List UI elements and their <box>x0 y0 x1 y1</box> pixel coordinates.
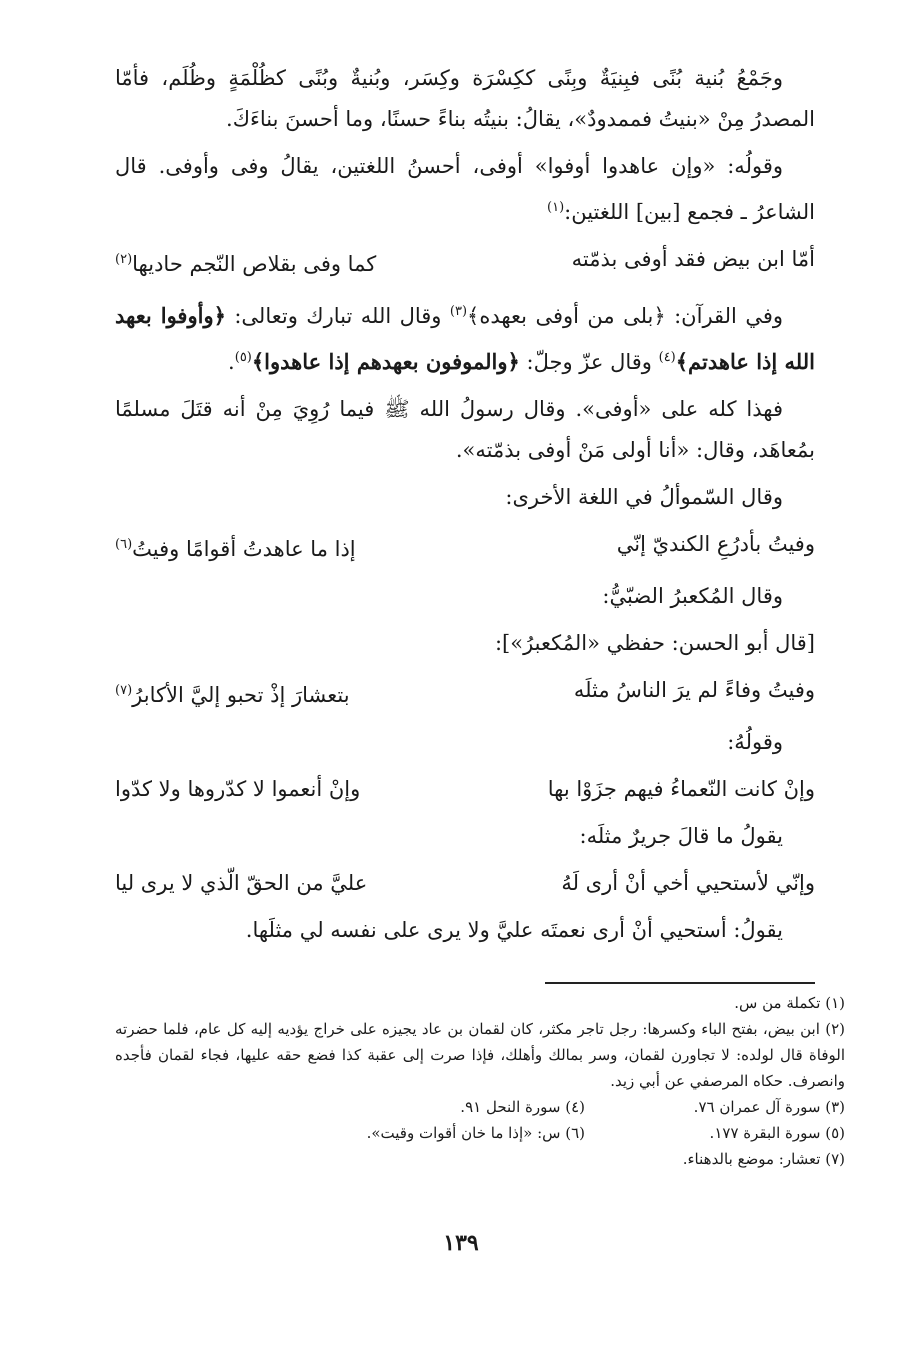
verse-5-first-hemistich: وإنّي لأستحيي أخي أنْ أرى لَهُ <box>561 871 815 895</box>
footnote-6: (٦) س: «إذا ما خان أقوات وقيت». <box>366 1124 585 1142</box>
quran-quote-1: ﴿وأوفوا بعهد الله إذا عاهدتم﴾ <box>115 303 815 374</box>
paragraph-2 <box>115 146 815 233</box>
verse-4 <box>115 769 815 810</box>
verse-5-second-hemistich: عليَّ من الحقّ الّذي لا يرى ليا <box>115 871 368 895</box>
footnote-3: (٣) سورة آل عمران ٧٦. <box>693 1098 845 1116</box>
paragraph-6: وقال المُكعبرُ الضبّيُّ: <box>602 584 783 608</box>
footnote-5: (٥) سورة البقرة ١٧٧. <box>709 1124 845 1142</box>
verse-1-second-hemistich-wrap <box>115 239 376 285</box>
verse-3-first-hemistich: وفيتُ وفاءً لم يرَ الناسُ مثلَه <box>573 678 815 702</box>
paragraph-7: [قال أبو الحسن: حفظي «المُكعبرُ»]: <box>494 631 815 655</box>
paragraph-1: وجَمْعُ بُنية بُنًى فبِنيَةٌ وبِنًى ككِسْرَة وكِسَر، وبُنيةٌ وبُنًى كظُلْمَةٍ وظُلَم، فأمّا المصدرُ مِنْ «بنيتُ فممدودٌ»، يقالُ: بنيتُه بناءً حسنًا، وما أحسنَ بناءَكَ. <box>115 66 815 131</box>
verse-1-second-hemistich: كما وفى بقلاص النّجم حاديها <box>132 252 377 276</box>
footnote-ref-3: (٣) <box>449 304 468 319</box>
paragraph-3-part-b: وقال الله تبارك وتعالى: <box>225 304 450 328</box>
verse-5 <box>115 863 815 904</box>
footnote-1: (١) تكملة من س. <box>734 994 845 1012</box>
verse-3-second-hemistich-wrap <box>115 670 350 716</box>
footnote-ref-5: (٥) <box>234 350 252 365</box>
paragraph-4: فهذا كله على «أوفى». وقال رسولُ الله ﷺ فيما رُوِيَ مِنْ أنه قتَلَ مسلمًا بمُعاهَد، وقال: «أنا أولى مَنْ أوفى بذمّته». <box>115 397 815 462</box>
footnote-row-5-6 <box>115 1120 845 1146</box>
paragraph-5: وقال السّموألُ في اللغة الأخرى: <box>505 485 783 509</box>
verse-1-first-hemistich: أمّا ابن بيض فقد أوفى بذمّته <box>571 247 815 271</box>
verse-3 <box>115 670 815 716</box>
verse-4-first-hemistich: وإنْ كانت النّعماءُ فيهم جزَوْا بها <box>547 777 815 801</box>
paragraph-9: يقولُ ما قالَ جريرٌ مثلَه: <box>579 824 783 848</box>
footnote-ref-1: (١) <box>547 200 565 215</box>
paragraph-3-part-d: . <box>228 350 235 374</box>
verse-3-second-hemistich: بتعشارَ إذْ تحبو إليَّ الأكابرُ <box>132 683 350 707</box>
footnote-ref-4: (٤) <box>658 350 676 365</box>
footnotes <box>115 990 845 1172</box>
footnote-ref-7: (٧) <box>115 683 133 698</box>
paragraph-3-part-a: وفي القرآن: ﴿بلى من أوفى بعهده﴾ <box>467 304 784 328</box>
footnote-ref-2: (٢) <box>115 252 133 267</box>
verse-2 <box>115 524 815 570</box>
footnote-7: (٧) تعشار: موضع بالدهناء. <box>682 1150 845 1168</box>
footnote-4: (٤) سورة النحل ٩١. <box>460 1098 585 1116</box>
verse-4-second-hemistich: وإنْ أنعموا لا كدّروها ولا كدّوا <box>115 777 361 801</box>
main-text <box>115 58 815 957</box>
paragraph-10: يقولُ: أستحيي أنْ أرى نعمتَه عليَّ ولا يرى على نفسه لي مثلَها. <box>245 918 783 942</box>
footnote-divider <box>545 982 815 984</box>
footnote-row-3-4 <box>115 1094 845 1120</box>
verse-2-first-hemistich: وفيتُ بأدرُعِ الكنديّ إنّي <box>616 532 815 556</box>
paragraph-2-text: وقولُه: «وإن عاهدوا أوفوا» أوفى، أحسنُ اللغتين، يقالُ وفى وأوفى. قال الشاعرُ ـ فجمع [بين] اللغتين: <box>115 154 815 224</box>
paragraph-3-part-c: وقال عزّ وجلّ: <box>519 350 659 374</box>
footnote-ref-6: (٦) <box>115 537 133 552</box>
quran-quote-2: ﴿والموفون بعهدهم إذا عاهدوا﴾ <box>251 349 520 374</box>
paragraph-3 <box>115 291 815 383</box>
paragraph-8: وقولُهُ: <box>727 730 783 754</box>
footnote-2: (٢) ابن بيض، بفتح الباء وكسرها: رجل تاجر مكثر، كان لقمان بن عاد يجيزه على خراج يؤديه إليه كل عام، فلما حضرته الوفاة قال لولده: لا تجاورن لقمان، وسر بمالك وأهلك، فإذا صرت إلى عقبة كذا فضع حقه عليها، فجاء لقمان فأجده وانصرف. حكاه المرصفي عن أبي زيد. <box>115 1020 845 1090</box>
verse-2-second-hemistich-wrap <box>115 524 356 570</box>
verse-2-second-hemistich: إذا ما عاهدتُ أقوامًا وفيتُ <box>132 537 356 561</box>
verse-1 <box>115 239 815 285</box>
page-number: ١٣٩ <box>443 1230 479 1256</box>
